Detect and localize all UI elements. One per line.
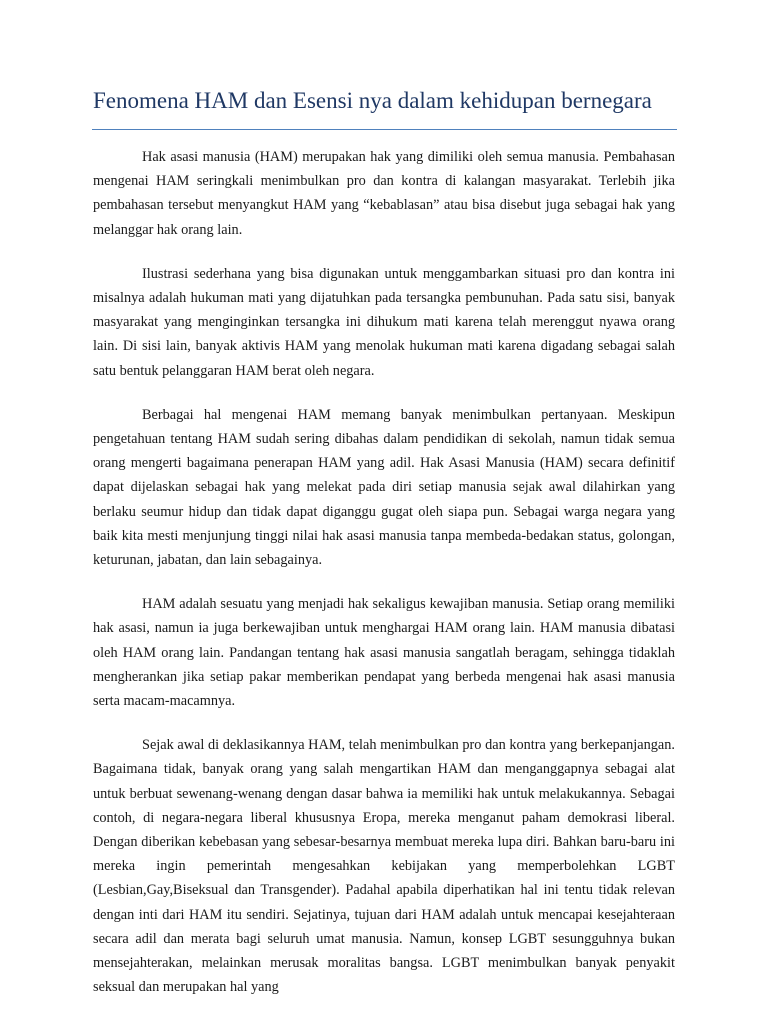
paragraph-5: Sejak awal di deklasikannya HAM, telah menimbulkan pro dan kontra yang berkepanjangan. Bagaimana tidak, banyak orang yang salah mengartikan HAM dan menganggapnya sebagai alat untuk berbuat sewenang-wenang dengan dasar bahwa ia memiliki hak untuk melakukannya. Sebagai contoh, di negara-negara liberal khususnya Eropa, mereka menganut paham demokrasi liberal. Dengan diberikan kebebasan yang sebesar-besarnya membuat mereka lupa diri. Bahkan baru-baru ini mereka ingin pemerintah mengesahkan kebijakan yang memperbolehkan LGBT (Lesbian,Gay,Biseksual dan Transgender). Padahal apabila diperhatikan hal ini tentu tidak relevan dengan inti dari HAM itu sendiri. Sejatinya, tujuan dari HAM adalah untuk mencapai kesejahteraan secara adil dan merata bagi seluruh umat manusia. Namun, konsep LGBT sesungguhnya bukan mensejahterakan, melainkan merusak moralitas bangsa. LGBT menimbulkan banyak penyakit seksual dan merupakan hal yang — [93, 737, 675, 996]
document-title: Fenomena HAM dan Esensi nya dalam kehidupan bernegara — [93, 88, 652, 113]
paragraph-3: Berbagai hal mengenai HAM memang banyak menimbulkan pertanyaan. Meskipun pengetahuan tentang HAM sudah sering dibahas dalam pendidikan di sekolah, namun tidak semua orang mengerti bagaimana penerapan HAM yang adil. Hak Asasi Manusia (HAM) secara definitif dapat dijelaskan sebagai hak yang melekat pada diri setiap manusia sejak awal dilahirkan yang berlaku seumur hidup dan tidak dapat diganggu gugat oleh siapa pun. Sebagai warga negara yang baik kita mesti menjunjung tinggi nilai hak asasi manusia tanpa membeda-bedakan status, golongan, keturunan, jabatan, dan lain sebagainya. — [93, 406, 675, 569]
document-body — [93, 145, 675, 1020]
title-underline — [92, 129, 677, 130]
paragraph-2: Ilustrasi sederhana yang bisa digunakan untuk menggambarkan situasi pro dan kontra ini misalnya adalah hukuman mati yang dijatuhkan pada tersangka pembunuhan. Pada satu sisi, banyak masyarakat yang menginginkan tersangka ini dihukum mati karena telah merenggut nyawa orang lain. Di sisi lain, banyak aktivis HAM yang menolak hukuman mati karena digadang sebagai salah satu bentuk pelanggaran HAM berat oleh negara. — [93, 265, 675, 379]
paragraph-1: Hak asasi manusia (HAM) merupakan hak yang dimiliki oleh semua manusia. Pembahasan mengenai HAM seringkali menimbulkan pro dan kontra di kalangan masyarakat. Terlebih jika pembahasan tersebut menyangkut HAM yang “kebablasan” atau bisa disebut juga sebagai hak yang melanggar hak orang lain. — [93, 149, 675, 238]
paragraph-4: HAM adalah sesuatu yang menjadi hak sekaligus kewajiban manusia. Setiap orang memiliki hak asasi, namun ia juga berkewajiban untuk menghargai HAM orang lain. HAM manusia dibatasi oleh HAM orang lain. Pandangan tentang hak asasi manusia sangatlah beragam, sehingga tidaklah mengherankan jika setiap pakar memberikan pendapat yang berbeda mengenai hak asasi manusia serta macam-macamnya. — [93, 596, 675, 710]
